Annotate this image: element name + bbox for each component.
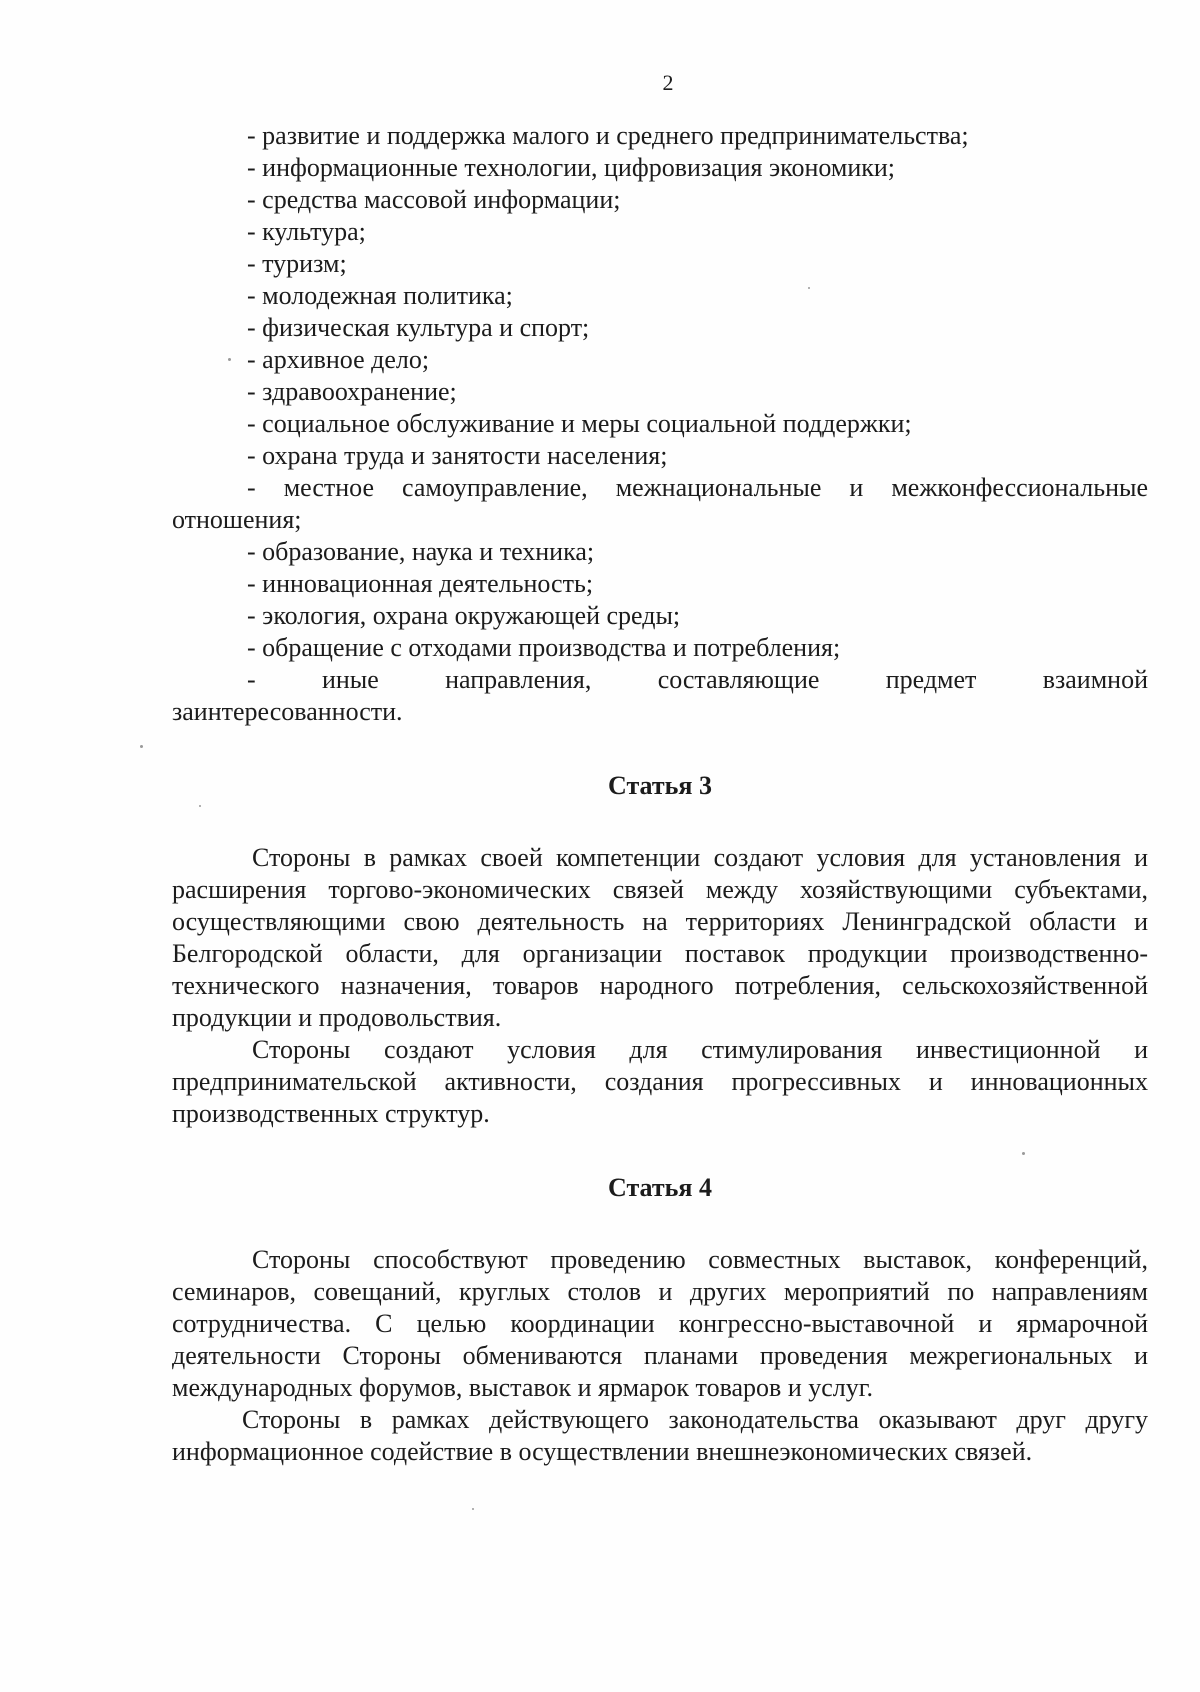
scan-speck <box>199 805 201 807</box>
list-item: - инновационная деятельность; <box>247 569 594 598</box>
scan-speck <box>140 745 143 748</box>
list-item: - иные направления, составляющие предмет взаимной заинтересованности. <box>172 665 1148 726</box>
list-item: - средства массовой информации; <box>247 185 621 214</box>
list-item: - молодежная политика; <box>247 281 513 310</box>
list-item: - здравоохранение; <box>247 377 457 406</box>
list-item: - туризм; <box>247 249 347 278</box>
list-item: - культура; <box>247 217 366 246</box>
page-number: 2 <box>662 70 674 95</box>
scan-speck <box>472 1508 474 1510</box>
article-4-paragraph: Стороны способствуют проведению совместных выставок, конференций, семинаров, совещаний, круглых столов и других мероприятий по направлениям сотрудничества. С целью координации конгрессно-выставочной и ярмарочной деятельности Стороны обмениваются планами проведения межрегиональных и международных форумов, выставок и ярмарок товаров и услуг. <box>172 1245 1148 1402</box>
list-item: - физическая культура и спорт; <box>247 313 590 342</box>
article-4-paragraph: Стороны в рамках действующего законодательства оказывают друг другу информационное содействие в осуществлении внешнеэкономических связей. <box>172 1405 1148 1466</box>
scan-speck <box>1022 1152 1025 1155</box>
article-3-paragraph: Стороны создают условия для стимулирования инвестиционной и предпринимательской активности, создания прогрессивных и инновационных производственных структур. <box>172 1035 1148 1128</box>
list-item: - социальное обслуживание и меры социальной поддержки; <box>247 409 912 438</box>
document-body <box>172 120 1148 1468</box>
article-3-heading: Статья 3 <box>608 771 712 800</box>
list-item: - обращение с отходами производства и потребления; <box>247 633 841 662</box>
list-item: - местное самоуправление, межнациональные и межконфессиональные отношения; <box>172 473 1148 534</box>
scan-speck <box>808 287 810 289</box>
activity-areas-list <box>172 120 1148 728</box>
list-item: - охрана труда и занятости населения; <box>247 441 668 470</box>
list-item: - информационные технологии, цифровизация экономики; <box>247 153 896 182</box>
list-item: - развитие и поддержка малого и среднего предпринимательства; <box>247 121 969 150</box>
list-item: - образование, наука и техника; <box>247 537 595 566</box>
article-3-paragraph: Стороны в рамках своей компетенции создают условия для установления и расширения торгово-экономических связей между хозяйствующими субъектами, осуществляющими свою деятельность на территориях Ленинградской области и Белгородской области, для организации поставок продукции производственно-технического назначения, товаров народного потребления, сельскохозяйственной продукции и продовольствия. <box>172 843 1148 1032</box>
list-item: - архивное дело; <box>247 345 430 374</box>
list-item: - экология, охрана окружающей среды; <box>247 601 681 630</box>
article-4-heading: Статья 4 <box>608 1173 712 1202</box>
scan-speck <box>228 358 231 361</box>
